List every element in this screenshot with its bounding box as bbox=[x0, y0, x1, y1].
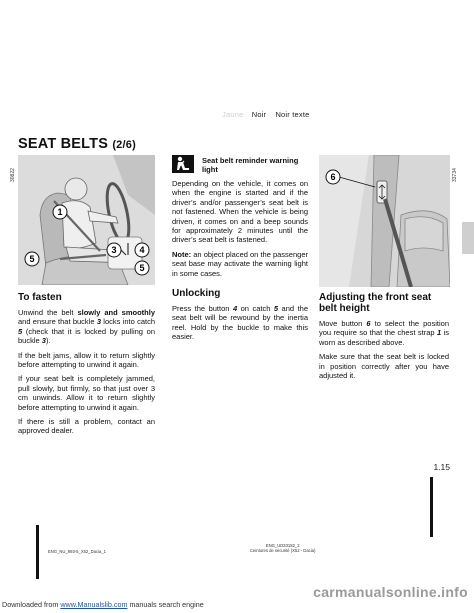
text-run: Press the button bbox=[172, 304, 233, 314]
text-run: (check that it is locked by pulling on buckle bbox=[18, 326, 155, 346]
section-title-text: SEAT BELTS bbox=[18, 136, 109, 152]
chapter-tab bbox=[462, 222, 474, 254]
text-run: to select the position you require so that the chest strap bbox=[319, 319, 449, 338]
text-run: is worn as described above. bbox=[319, 328, 450, 347]
document-code-mid bbox=[250, 543, 315, 553]
footer-suffix: manuals search engine bbox=[127, 600, 204, 609]
text-run: locks into catch bbox=[101, 317, 155, 327]
callout-1: 1 bbox=[57, 207, 63, 217]
section-title bbox=[18, 136, 136, 152]
note-label: Note: bbox=[172, 249, 192, 259]
footer-prefix: Downloaded from bbox=[2, 600, 61, 609]
watermark-text: carmanualsonline.info bbox=[313, 584, 468, 600]
ref-catch: 5 bbox=[18, 326, 23, 336]
page-number: 1.15 bbox=[433, 462, 450, 472]
text-run: on catch bbox=[237, 304, 274, 314]
print-color-marks bbox=[222, 110, 310, 119]
ghost-color-mark: Jaune bbox=[222, 110, 244, 119]
color-mark-noir-texte: Noir texte bbox=[275, 110, 310, 119]
contact-dealer-paragraph: If there is still a problem, contact an approved dealer. bbox=[18, 417, 155, 436]
unlocking-heading: Unlocking bbox=[172, 288, 221, 300]
ref-catch: 5 bbox=[273, 304, 279, 314]
color-mark-noir: Noir bbox=[251, 110, 267, 119]
fully-jammed-paragraph: If your seat belt is completely jammed, pull slowly, but firmly, so that just over 3 cm unwinds. Allow it to return slightly before attempting to unwind it again. bbox=[18, 374, 155, 412]
ref-strap-1: 1 bbox=[436, 328, 442, 338]
belt-height-illustration bbox=[319, 155, 450, 287]
warning-header bbox=[172, 155, 308, 174]
print-rule-left bbox=[36, 525, 39, 579]
figure-belt-height bbox=[319, 155, 450, 287]
emphasis-slowly: slowly and smoothly bbox=[77, 308, 155, 317]
locked-check-paragraph: Make sure that the seat belt is locked in position correctly after you have adjusted it. bbox=[319, 352, 449, 381]
text-run: and the seat belt will be rewound by the inertia reel. Hold by the buckle to make this easier. bbox=[172, 304, 308, 342]
callout-3: 3 bbox=[111, 245, 117, 255]
to-fasten-heading: To fasten bbox=[18, 292, 62, 303]
text-run: ). bbox=[45, 336, 51, 346]
figure-fasten-belt bbox=[18, 155, 155, 285]
code-mid-line2: Ceintures de sécurité (X52 - Dacia) bbox=[250, 548, 316, 553]
figure-left-code: 30822 bbox=[10, 168, 16, 182]
unlocking-paragraph bbox=[172, 304, 308, 342]
callout-6: 6 bbox=[330, 172, 336, 182]
note-text: an object placed on the passenger seat base may activate the warning light in some cases. bbox=[172, 249, 308, 278]
middle-column bbox=[172, 155, 308, 347]
manualslib-link[interactable]: www.Manualslib.com bbox=[60, 600, 128, 609]
ref-button-6: 6 bbox=[366, 319, 371, 328]
note-paragraph bbox=[172, 250, 308, 278]
code-mid-line1: ENG_UD33182_2 bbox=[265, 543, 300, 548]
section-subtitle: (2/6) bbox=[112, 139, 136, 151]
ref-buckle: 3 bbox=[96, 317, 101, 327]
download-footer bbox=[2, 600, 204, 609]
warning-title: Seat belt reminder warning light bbox=[202, 156, 299, 174]
ref-button: 4 bbox=[232, 304, 238, 314]
warning-description: Depending on the vehicle, it comes on when the engine is started and if the driver’s and/or passenger’s seat belt is not fastened. When the vehicle is being driven, it comes on and a beep sounds for approximately 2 minutes until the driver’s seat belt is fastened. bbox=[172, 179, 308, 245]
callout-4: 4 bbox=[139, 245, 145, 255]
fasten-belt-illustration bbox=[18, 155, 155, 285]
right-column bbox=[319, 292, 449, 385]
figure-right-code: 33734 bbox=[452, 168, 458, 182]
text-run: and ensure that buckle bbox=[18, 317, 97, 327]
left-column bbox=[18, 292, 155, 441]
document-code-left: ENG_NU_993-5_X52_Dacia_1 bbox=[48, 549, 106, 554]
callout-5-left: 5 bbox=[29, 254, 35, 264]
print-rule-right bbox=[430, 477, 433, 537]
ref-buckle: 3 bbox=[41, 336, 46, 346]
fasten-instructions bbox=[18, 308, 155, 346]
jam-paragraph: If the belt jams, allow it to return slightly before attempting to unwind it again. bbox=[18, 350, 155, 370]
text-run: Move button bbox=[319, 319, 367, 328]
text-run: Unwind the belt bbox=[18, 308, 78, 317]
callout-5-right: 5 bbox=[139, 263, 145, 273]
seatbelt-warning-icon bbox=[172, 155, 194, 173]
adjust-instructions bbox=[319, 319, 449, 347]
adjust-height-heading: Adjusting the front seat belt height bbox=[319, 292, 432, 314]
